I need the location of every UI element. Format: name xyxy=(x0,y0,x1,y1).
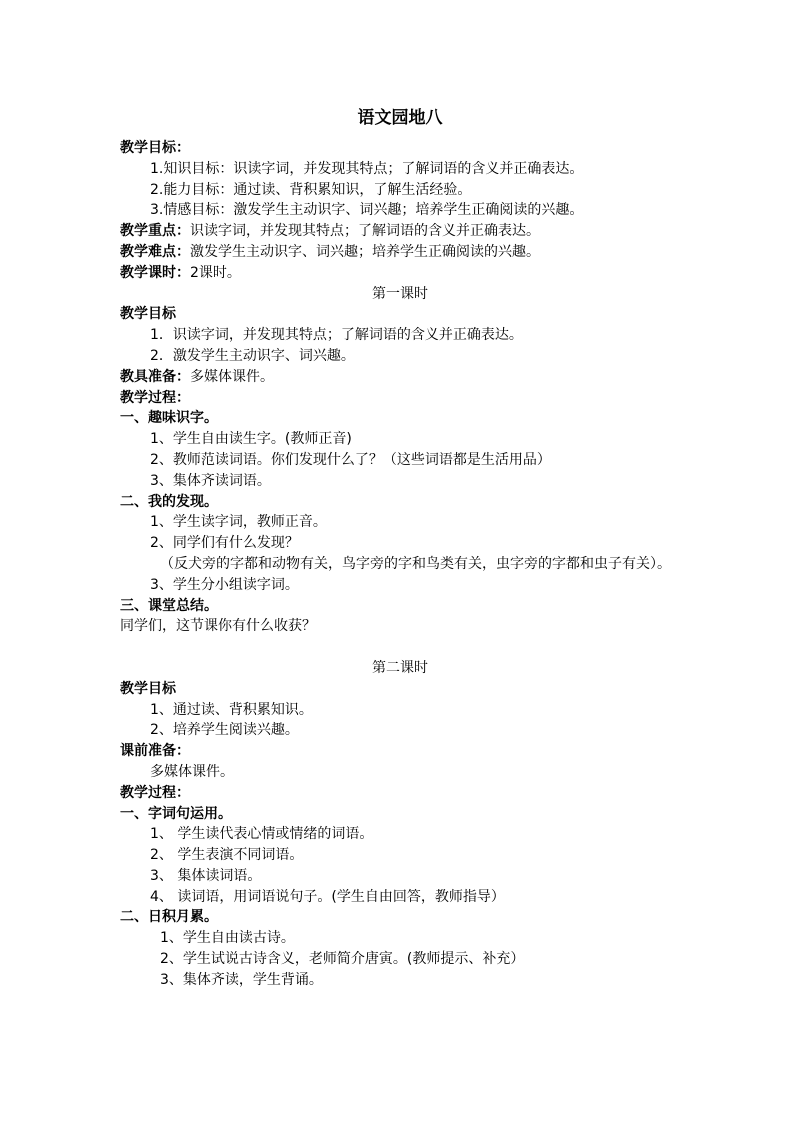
lesson1-process-heading: 教学过程： xyxy=(120,389,190,406)
goals-heading: 教学目标： xyxy=(120,140,190,156)
lesson1-section2-note: （反犬旁的字都和动物有关，鸟字旁的字和鸟类有关，虫字旁的字都和虫子有关）。 xyxy=(160,555,671,572)
difficulty-label: 教学难点： xyxy=(120,243,190,260)
lesson1-goals-heading: 教学目标 xyxy=(120,306,176,323)
lesson1-heading: 第一课时 xyxy=(372,285,428,302)
spacer xyxy=(120,637,680,658)
lesson1-section3-heading: 三、课堂总结。 xyxy=(120,597,218,614)
difficulty xyxy=(120,242,680,263)
key-point-label: 教学重点： xyxy=(120,223,190,240)
lesson2-section1-heading: 一、字词句运用。 xyxy=(120,805,232,822)
lesson1-section1-item: 1、学生自由读生字。(教师正音) xyxy=(150,431,352,448)
lesson2-section2-item: 3、集体齐读，学生背诵。 xyxy=(160,971,323,988)
document-page xyxy=(120,104,680,991)
lesson2-goals-heading: 教学目标 xyxy=(120,680,176,697)
lesson1-section2-item: 1、学生读字词，教师正音。 xyxy=(150,514,327,531)
lesson2-prep-heading: 课前准备： xyxy=(120,743,190,760)
difficulty-text: 激发学生主动识字、词兴趣；培养学生正确阅读的兴趣。 xyxy=(190,243,540,260)
lesson1-section2-item: 2、同学们有什么发现？ xyxy=(150,535,299,552)
lesson1-goal-2: 2．激发学生主动识字、词兴趣。 xyxy=(150,347,355,364)
class-hours xyxy=(120,263,680,284)
lesson1-section1-heading: 一、趣味识字。 xyxy=(120,410,218,427)
lesson1-section1-item: 3、集体齐读词语。 xyxy=(150,472,271,489)
lesson1-prep-label: 教具准备： xyxy=(120,368,190,385)
lesson2-section2-item: 1、学生自由读古诗。 xyxy=(160,930,295,947)
lesson2-section1-item: 3、 集体读词语。 xyxy=(150,867,262,884)
document-title: 语文园地八 xyxy=(357,108,443,128)
lesson1-goal-1: 1．识读字词，并发现其特点；了解词语的含义并正确表达。 xyxy=(150,327,523,344)
lesson1-section1-item: 2、教师范读词语。你们发现什么了？（这些词语都是生活用品） xyxy=(150,451,551,468)
goal-1: 1.知识目标：识读字词，并发现其特点；了解词语的含义并正确表达。 xyxy=(150,160,584,177)
lesson2-section1-item: 1、 学生读代表心情或情绪的词语。 xyxy=(150,826,374,843)
hours-label: 教学课时： xyxy=(120,264,190,281)
lesson2-section2-heading: 二、日积月累。 xyxy=(120,909,218,926)
key-point xyxy=(120,221,680,242)
lesson1-section2-item: 3、学生分小组读字词。 xyxy=(150,576,299,593)
lesson1-section2-heading: 二、我的发现。 xyxy=(120,493,218,510)
lesson1-summary-text: 同学们，这节课你有什么收获？ xyxy=(120,618,316,635)
lesson1-prep-text: 多媒体课件。 xyxy=(190,368,274,385)
hours-text: 2课时。 xyxy=(190,264,241,281)
lesson2-goal-2: 2、培养学生阅读兴趣。 xyxy=(150,722,299,739)
lesson2-goal-1: 1、通过读、背积累知识。 xyxy=(150,701,313,718)
goal-2: 2.能力目标：通过读、背积累知识，了解生活经验。 xyxy=(150,181,472,198)
lesson2-heading: 第二课时 xyxy=(372,659,428,676)
key-point-text: 识读字词，并发现其特点；了解词语的含义并正确表达。 xyxy=(190,223,540,240)
lesson2-process-heading: 教学过程： xyxy=(120,784,190,801)
lesson2-section1-item: 4、 读词语，用词语说句子。(学生自由回答，教师指导） xyxy=(150,888,505,905)
lesson2-section2-item: 2、学生试说古诗含义，老师简介唐寅。(教师提示、补充） xyxy=(160,951,525,968)
lesson2-prep-text: 多媒体课件。 xyxy=(150,763,234,780)
lesson2-section1-item: 2、 学生表演不同词语。 xyxy=(150,847,304,864)
goal-3: 3.情感目标：激发学生主动识字、词兴趣；培养学生正确阅读的兴趣。 xyxy=(150,202,584,219)
lesson1-prep xyxy=(120,367,680,388)
